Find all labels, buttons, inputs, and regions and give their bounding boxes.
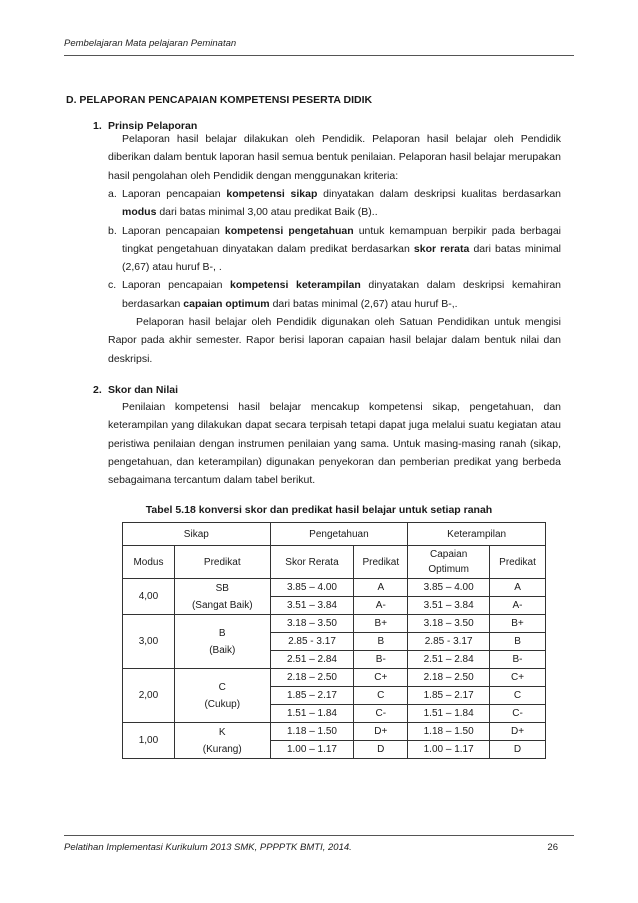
list-item (108, 222, 561, 277)
header-skor-rerata: Skor Rerata (270, 546, 354, 579)
predikat-keterampilan-cell: A- (490, 597, 546, 615)
predikat-pengetahuan-cell: C (354, 687, 408, 705)
item-text: Laporan pencapaian (122, 279, 231, 292)
predikat-keterampilan-cell: B+ (490, 615, 546, 633)
predikat-keterampilan-cell: D (490, 741, 546, 759)
predikat-pengetahuan-cell: D (354, 741, 408, 759)
item-text: dari batas minimal 3,00 atau predikat Baik (B).. (156, 206, 378, 219)
subsection-2-title (93, 384, 178, 396)
closing-paragraph (108, 313, 561, 368)
skor-rerata-cell: 3.85 – 4.00 (270, 579, 354, 597)
item-text: Laporan pencapaian (122, 224, 225, 237)
predikat-label: (Cukup) (204, 698, 241, 710)
predikat-keterampilan-cell: A (490, 579, 546, 597)
modus-cell: 1,00 (123, 723, 175, 759)
subsection-2-number: 2. (93, 384, 102, 396)
predikat-keterampilan-cell: D+ (490, 723, 546, 741)
capaian-optimum-cell: 3.85 – 4.00 (408, 579, 490, 597)
predikat-keterampilan-cell: B (490, 633, 546, 651)
item-text: Laporan pencapaian (122, 188, 227, 200)
predikat-label: (Kurang) (202, 743, 242, 755)
predikat-keterampilan-cell: C (490, 687, 546, 705)
capaian-optimum-cell: 2.18 – 2.50 (408, 669, 490, 687)
table-body (123, 579, 546, 759)
predikat-pengetahuan-cell: B (354, 633, 408, 651)
capaian-optimum-cell: 1.51 – 1.84 (408, 705, 490, 723)
predikat-pengetahuan-cell: A- (354, 597, 408, 615)
section-title: D. PELAPORAN PENCAPAIAN KOMPETENSI PESERTA DIDIK (66, 94, 373, 106)
skor-rerata-cell: 1.51 – 1.84 (270, 705, 354, 723)
capaian-optimum-cell: 2.51 – 2.84 (408, 651, 490, 669)
list-marker: b. (108, 224, 117, 237)
closing-text: Pelaporan hasil belajar oleh Pendidik digunakan oleh Satuan Pendidikan untuk mengisi Rapor pada akhir semester. Rapor berisi laporan capaian hasil belajar dalam bentuk nilai dan deskripsi. (108, 316, 561, 365)
predikat-keterampilan-cell: B- (490, 651, 546, 669)
capaian-optimum-cell: 1.00 – 1.17 (408, 741, 490, 759)
item-text: dinyatakan dalam deskripsi kualitas berdasarkan (317, 188, 562, 200)
page-number: 26 (547, 842, 558, 853)
skor-rerata-cell: 2.51 – 2.84 (270, 651, 354, 669)
capaian-optimum-cell: 3.18 – 3.50 (408, 615, 490, 633)
header-pengetahuan: Pengetahuan (270, 523, 408, 546)
predikat-code: B (218, 627, 226, 639)
footer-divider (64, 835, 574, 836)
predikat-pengetahuan-cell: A (354, 579, 408, 597)
footer-text: Pelatihan Implementasi Kurikulum 2013 SMK, PPPPTK BMTI, 2014. (64, 842, 352, 853)
subsection-1-intro (108, 130, 561, 185)
skor-rerata-cell: 2.18 – 2.50 (270, 669, 354, 687)
predikat-label: (Baik) (209, 644, 236, 656)
list-item (108, 185, 561, 222)
item-text: untuk kemampuan berpikir pada berbagai tingkat pengetahuan dinyatakan dalam predikat berdasarkan (122, 224, 561, 255)
page-header: Pembelajaran Mata pelajaran Peminatan (64, 38, 237, 49)
predikat-pengetahuan-cell: D+ (354, 723, 408, 741)
capaian-optimum-cell: 1.18 – 1.50 (408, 723, 490, 741)
header-predikat-pengetahuan: Predikat (354, 546, 408, 579)
modus-cell: 2,00 (123, 669, 175, 723)
header-keterampilan: Keterampilan (408, 523, 546, 546)
predikat-pengetahuan-cell: B+ (354, 615, 408, 633)
modus-cell: 4,00 (123, 579, 175, 615)
item-bold: kompetensi pengetahuan (224, 224, 354, 237)
header-modus: Modus (123, 546, 175, 579)
page-footer (64, 842, 574, 853)
item-bold: modus (122, 206, 157, 219)
item-bold: kompetensi sikap (226, 188, 318, 200)
grade-conversion-table (122, 522, 546, 759)
table-caption: Tabel 5.18 konversi skor dan predikat hasil belajar untuk setiap ranah (145, 504, 493, 516)
list-item (108, 276, 561, 313)
predikat-code: C (218, 681, 226, 693)
skor-rerata-cell: 1.00 – 1.17 (270, 741, 354, 759)
header-sikap: Sikap (123, 523, 271, 546)
skor-rerata-cell: 1.18 – 1.50 (270, 723, 354, 741)
table-row (123, 723, 546, 741)
predikat-sikap-cell (174, 615, 270, 669)
predikat-keterampilan-cell: C- (490, 705, 546, 723)
predikat-sikap-cell (174, 579, 270, 615)
predikat-code: K (218, 726, 226, 738)
item-bold: skor rerata (413, 242, 470, 255)
subsection-2-body-text: Penilaian kompetensi hasil belajar mencakup kompetensi sikap, pengetahuan, dan keterampilan yang dilakukan dapat secara terpisah tetapi dapat juga melalui suatu kegiatan atau peristiwa penilaian dengan instrumen penilaian yang sama. Untuk masing-masing ranah (sikap, pengetahuan, dan keterampilan) digunakan penyekoran dan pemberian predikat yang berbeda sebagaimana tercantum dalam tabel berikut. (108, 401, 561, 487)
skor-rerata-cell: 1.85 – 2.17 (270, 687, 354, 705)
skor-rerata-cell: 3.51 – 3.84 (270, 597, 354, 615)
subsection-2-body (108, 398, 561, 489)
subsection-1-heading: Prinsip Pelaporan (108, 120, 198, 132)
item-text: dinyatakan dalam deskripsi kemahiran berdasarkan (122, 279, 561, 310)
predikat-pengetahuan-cell: B- (354, 651, 408, 669)
header-predikat-keterampilan: Predikat (490, 546, 546, 579)
item-text: dari batas minimal (2,67) atau huruf B-,. (269, 297, 458, 310)
predikat-label: (Sangat Baik) (191, 599, 253, 611)
header-capaian-optimum (408, 546, 490, 579)
item-text: dari batas minimal (2,67) atau huruf B-, . (122, 242, 561, 274)
predikat-pengetahuan-cell: C+ (354, 669, 408, 687)
header-predikat-sikap: Predikat (174, 546, 270, 579)
header-capaian-line1: Capaian (430, 549, 468, 560)
subsection-1-intro-text: Pelaporan hasil belajar dilakukan oleh Pendidik. Pelaporan hasil belajar oleh Pendidik diberikan dalam bentuk laporan hasil semua bentuk penilaian. Pelaporan hasil belajar merupakan hasil pengolahan oleh Pendidik dengan menggunakan kriteria: (108, 133, 561, 182)
criteria-list (108, 185, 561, 368)
table-row (123, 579, 546, 597)
list-marker: c. (108, 279, 117, 292)
header-capaian-line2: Optimum (428, 564, 469, 575)
capaian-optimum-cell: 3.51 – 3.84 (408, 597, 490, 615)
predikat-pengetahuan-cell: C- (354, 705, 408, 723)
predikat-keterampilan-cell: C+ (490, 669, 546, 687)
table-row (123, 669, 546, 687)
capaian-optimum-cell: 1.85 – 2.17 (408, 687, 490, 705)
predikat-sikap-cell (174, 669, 270, 723)
header-divider (64, 55, 574, 56)
modus-cell: 3,00 (123, 615, 175, 669)
table-row (123, 615, 546, 633)
skor-rerata-cell: 2.85 - 3.17 (270, 633, 354, 651)
item-bold: kompetensi keterampilan (230, 279, 361, 292)
skor-rerata-cell: 3.18 – 3.50 (270, 615, 354, 633)
capaian-optimum-cell: 2.85 - 3.17 (408, 633, 490, 651)
subsection-1-number: 1. (93, 120, 102, 132)
subsection-2-heading: Skor dan Nilai (108, 384, 179, 396)
predikat-code: SB (215, 582, 229, 594)
list-marker: a. (108, 188, 117, 200)
item-bold: capaian optimum (183, 297, 270, 310)
predikat-sikap-cell (174, 723, 270, 759)
